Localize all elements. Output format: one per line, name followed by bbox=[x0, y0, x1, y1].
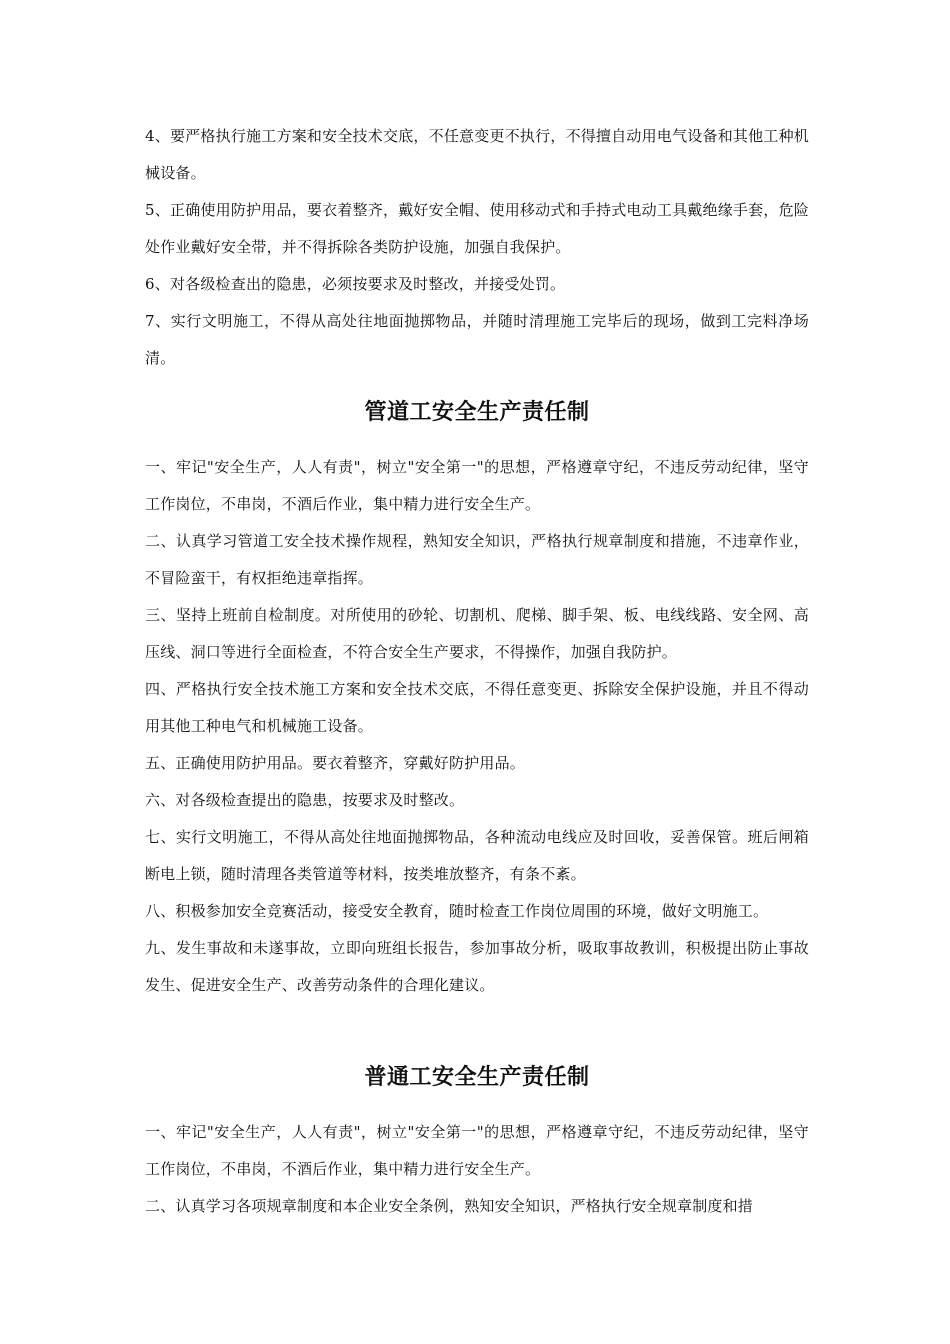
section-title-pipe-worker: 管道工安全生产责任制 bbox=[364, 399, 590, 425]
pipe-item-7: 七、实行文明施工，不得从高处往地面抛掷物品，各种流动电线应及时回收，妥善保管。班后闸箱断电上锁，随时清理各类管道等材料，按类堆放整齐，有条不紊。 bbox=[145, 828, 809, 883]
general-item-1: 一、牢记"安全生产，人人有责"，树立"安全第一"的思想，严格遵章守纪，不违反劳动纪律，坚守工作岗位，不串岗，不酒后作业，集中精力进行安全生产。 bbox=[145, 1123, 809, 1178]
pipe-item-3: 三、坚持上班前自检制度。对所使用的砂轮、切割机、爬梯、脚手架、板、电线线路、安全网、高压线、洞口等进行全面检查，不符合安全生产要求，不得操作，加强自我防护。 bbox=[145, 606, 809, 661]
pipe-item-9: 九、发生事故和未遂事故，立即向班组长报告，参加事故分析，吸取事故教训，积极提出防止事故发生、促进安全生产、改善劳动条件的合理化建议。 bbox=[145, 939, 809, 994]
pipe-item-6: 六、对各级检查提出的隐患，按要求及时整改。 bbox=[145, 791, 465, 809]
paragraph-item-4: 4、要严格执行施工方案和安全技术交底，不任意变更不执行，不得擅自动用电气设备和其他工种机械设备。 bbox=[145, 127, 809, 182]
pipe-item-5: 五、正确使用防护用品。要衣着整齐，穿戴好防护用品。 bbox=[145, 754, 526, 772]
paragraph-item-7: 7、实行文明施工，不得从高处往地面抛掷物品，并随时清理施工完毕后的现场，做到工完料净场清。 bbox=[145, 312, 809, 367]
pipe-item-1: 一、牢记"安全生产，人人有责"，树立"安全第一"的思想，严格遵章守纪，不违反劳动纪律，坚守工作岗位，不串岗，不酒后作业，集中精力进行安全生产。 bbox=[145, 458, 809, 513]
paragraph-item-6: 6、对各级检查出的隐患，必须按要求及时整改，并接受处罚。 bbox=[145, 275, 566, 293]
pipe-item-4: 四、严格执行安全技术施工方案和安全技术交底，不得任意变更、拆除安全保护设施，并且不得动用其他工种电气和机械施工设备。 bbox=[145, 680, 809, 735]
section-title-general-worker: 普通工安全生产责任制 bbox=[364, 1064, 590, 1090]
pipe-item-8: 八、积极参加安全竞赛活动，接受安全教育，随时检查工作岗位周围的环境，做好文明施工。 bbox=[145, 902, 769, 920]
document-body bbox=[145, 118, 809, 1225]
general-item-2: 二、认真学习各项规章制度和本企业安全条例，熟知安全知识，严格执行安全规章制度和措 bbox=[145, 1197, 754, 1215]
paragraph-item-5: 5、正确使用防护用品，要衣着整齐，戴好安全帽、使用移动式和手持式电动工具戴绝缘手套，危险处作业戴好安全带，并不得拆除各类防护设施，加强自我保护。 bbox=[145, 201, 809, 256]
pipe-item-2: 二、认真学习管道工安全技术操作规程，熟知安全知识，严格执行规章制度和措施，不违章作业，不冒险蛮干，有权拒绝违章指挥。 bbox=[145, 532, 809, 587]
